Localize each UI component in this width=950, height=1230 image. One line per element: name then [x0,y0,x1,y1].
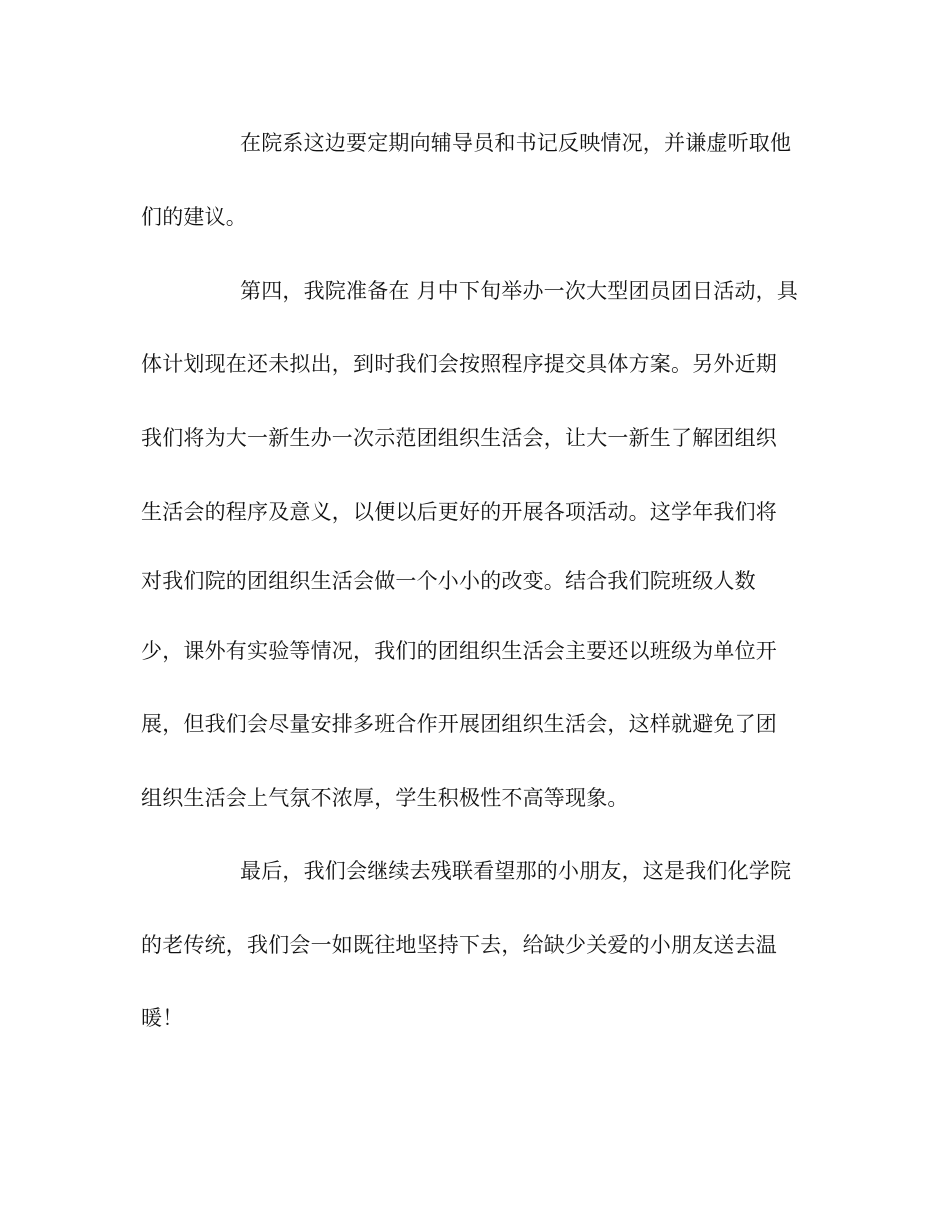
paragraph-line: 的老传统，我们会一如既往地坚持下去，给缺少关爱的小朋友送去温 [141,933,777,957]
paragraph-line: 体计划现在还未拟出，到时我们会按照程序提交具体方案。另外近期 [141,352,777,376]
paragraph-line: 少，课外有实验等情况，我们的团组织生活会主要还以班级为单位开 [141,639,777,663]
paragraph-line: 我们将为大一新生办一次示范团组织生活会，让大一新生了解团组织 [141,426,777,450]
paragraph-line: 最后，我们会继续去残联看望那的小朋友，这是我们化学院 [240,859,792,883]
paragraph-line: 暖！ [141,1006,184,1030]
paragraph-line: 第四，我院准备在 月中下旬举办一次大型团员团日活动，具 [240,279,799,303]
paragraph-line: 生活会的程序及意义，以便以后更好的开展各项活动。这学年我们将 [141,500,777,524]
paragraph-line: 展，但我们会尽量安排多班合作开展团组织生活会，这样就避免了团 [141,712,777,736]
paragraph-line: 对我们院的团组织生活会做一个小小的改变。结合我们院班级人数 [141,569,756,593]
paragraph-line: 们的建议。 [141,205,247,229]
paragraph-line: 在院系这边要定期向辅导员和书记反映情况，并谦虚听取他 [240,131,792,155]
paragraph-line: 组织生活会上气氛不浓厚，学生积极性不高等现象。 [141,786,629,810]
